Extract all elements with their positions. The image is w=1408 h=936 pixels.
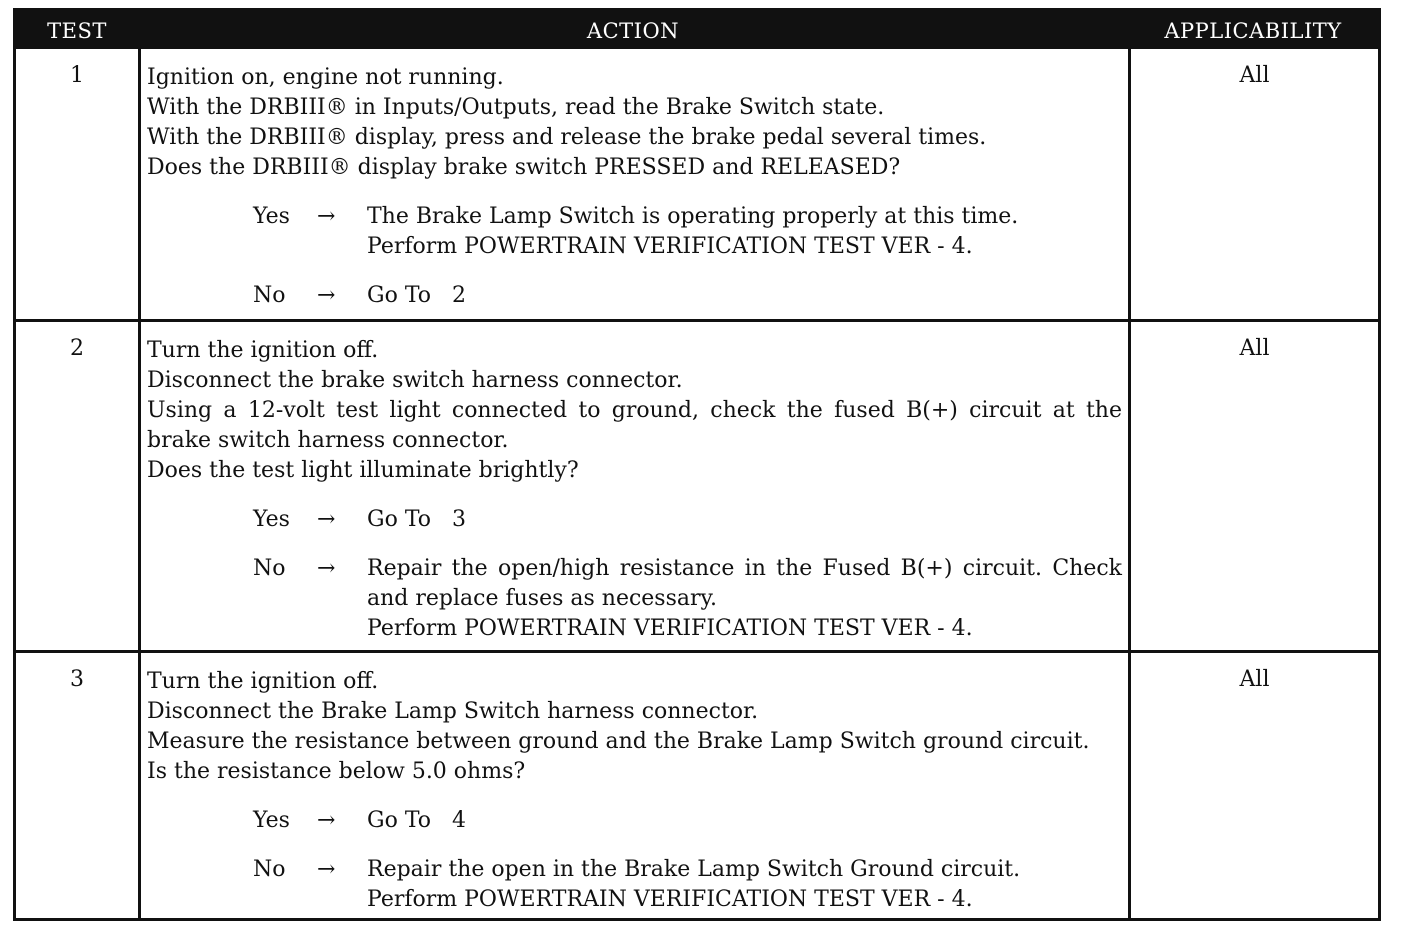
- right-arrow-icon: →: [317, 808, 336, 833]
- yes-label: Yes: [253, 507, 290, 532]
- action-cell: [147, 63, 1122, 311]
- no-branch: [147, 281, 1122, 311]
- yes-result: The Brake Lamp Switch is operating properly at this time.: [367, 204, 1019, 229]
- right-arrow-icon: →: [317, 283, 336, 308]
- action-line: Measure the resistance between ground and the Brake Lamp Switch ground circuit.: [147, 729, 1090, 754]
- action-cell: [147, 667, 1122, 915]
- yes-label: Yes: [253, 204, 290, 229]
- action-line: With the DRBIII® in Inputs/Outputs, read the Brake Switch state.: [147, 95, 885, 120]
- yes-branch: [147, 505, 1122, 535]
- diagnostic-test-table: [13, 8, 1381, 921]
- table-row: [16, 653, 1378, 918]
- yes-label: Yes: [253, 808, 290, 833]
- yes-result: Go To 4: [367, 808, 466, 833]
- yes-branch: [147, 806, 1122, 836]
- right-arrow-icon: →: [317, 857, 336, 882]
- no-result: Repair the open/high resistance in the Fused B(+) circuit. Check and replace fuses as necessary.: [367, 556, 1122, 611]
- action-line: Does the test light illuminate brightly?: [147, 458, 579, 483]
- table-row: [16, 49, 1378, 319]
- no-result: Repair the open in the Brake Lamp Switch Ground circuit.: [367, 857, 1021, 882]
- test-number: 3: [70, 667, 84, 692]
- no-result: Perform POWERTRAIN VERIFICATION TEST VER - 4.: [367, 887, 973, 912]
- applicability: All: [1239, 336, 1270, 361]
- action-line: Using a 12-volt test light connected to ground, check the fused B(+) circuit at the brake switch harness connector.: [147, 398, 1122, 453]
- no-result: Perform POWERTRAIN VERIFICATION TEST VER - 4.: [367, 616, 973, 641]
- action-line: Disconnect the Brake Lamp Switch harness connector.: [147, 699, 759, 724]
- applicability: All: [1239, 63, 1270, 88]
- table-row: [16, 322, 1378, 650]
- test-number: 1: [70, 63, 84, 88]
- yes-result: Go To 3: [367, 507, 466, 532]
- header-test: TEST: [47, 19, 107, 43]
- right-arrow-icon: →: [317, 556, 336, 581]
- right-arrow-icon: →: [317, 507, 336, 532]
- table-header: [16, 11, 1378, 49]
- action-line: Does the DRBIII® display brake switch PRESSED and RELEASED?: [147, 155, 901, 180]
- header-action: ACTION: [586, 19, 680, 43]
- yes-result: Perform POWERTRAIN VERIFICATION TEST VER - 4.: [367, 234, 973, 259]
- no-result: Go To 2: [367, 283, 466, 308]
- action-line: With the DRBIII® display, press and release the brake pedal several times.: [147, 125, 987, 150]
- no-branch: [147, 554, 1122, 644]
- action-line: Disconnect the brake switch harness connector.: [147, 368, 683, 393]
- header-applicability: APPLICABILITY: [1164, 19, 1342, 43]
- action-line: Turn the ignition off.: [147, 338, 379, 363]
- action-line: Ignition on, engine not running.: [147, 65, 504, 90]
- test-number: 2: [70, 336, 84, 361]
- action-line: Is the resistance below 5.0 ohms?: [147, 759, 526, 784]
- no-label: No: [253, 556, 286, 581]
- action-cell: [147, 336, 1122, 644]
- no-branch: [147, 855, 1122, 915]
- no-label: No: [253, 857, 286, 882]
- action-line: Turn the ignition off.: [147, 669, 379, 694]
- no-label: No: [253, 283, 286, 308]
- applicability: All: [1239, 667, 1270, 692]
- right-arrow-icon: →: [317, 204, 336, 229]
- yes-branch: [147, 202, 1122, 262]
